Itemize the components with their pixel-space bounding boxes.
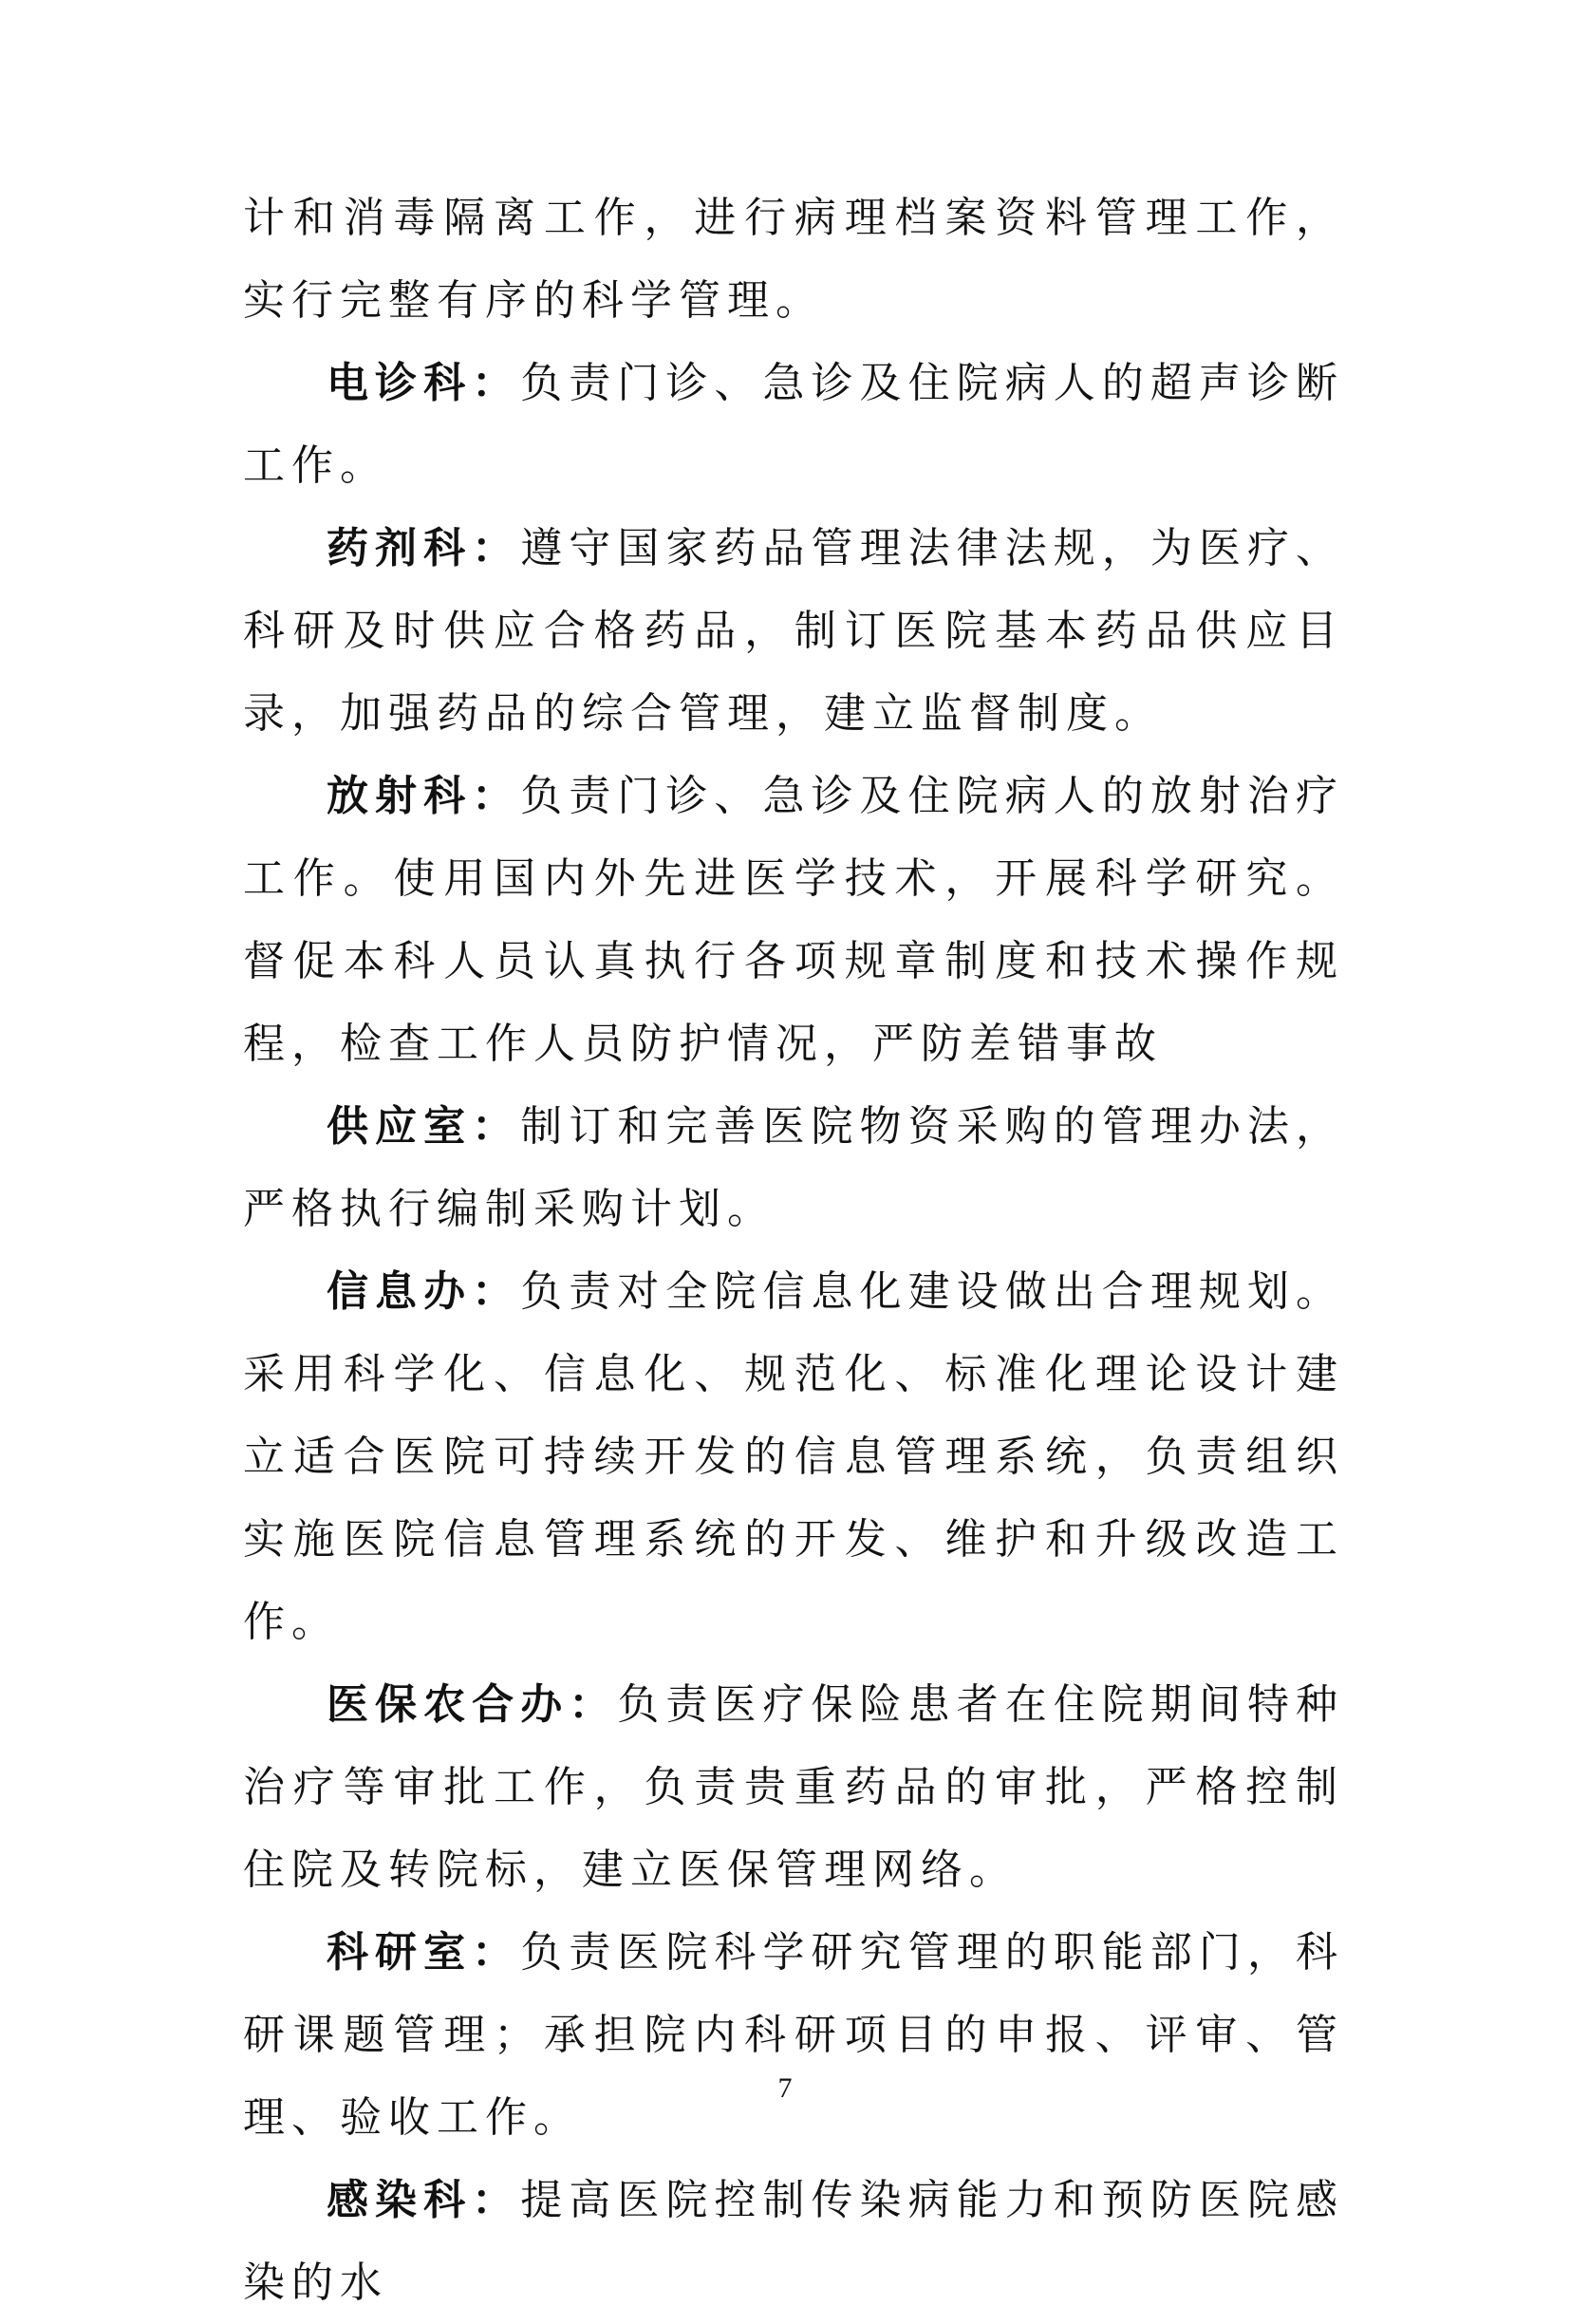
section-pharmacy [243, 507, 1344, 755]
page-number: 7 [777, 2072, 793, 2104]
section-text: 负责门诊、急诊及住院病人的超声诊断工作。 [243, 359, 1345, 490]
section-title: 医保农合办： [327, 1680, 618, 1729]
section-text: 遵守国家药品管理法律法规，为医疗、科研及时供应合格药品，制订医院基本药品供应目录，加强药品的综合管理，建立监督制度。 [243, 524, 1345, 738]
section-text: 负责对全院信息化建设做出合理规划。采用科学化、信息化、规范化、标准化理论设计建立适合医院可持续开发的信息管理系统，负责组织实施医院信息管理系统的开发、维护和升级改造工作。 [243, 1267, 1345, 1646]
section-text: 负责医疗保险患者在住院期间特种治疗等审批工作，负责贵重药品的审批，严格控制住院及转院标，建立医保管理网络。 [243, 1680, 1345, 1894]
section-text: 制订和完善医院物资采购的管理办法，严格执行编制采购计划。 [243, 1102, 1345, 1233]
section-title: 放射科： [327, 772, 521, 820]
section-research-office [243, 1911, 1344, 2159]
section-infection-department [243, 2159, 1344, 2324]
section-ultrasound [243, 342, 1344, 507]
section-title: 电诊科： [327, 359, 521, 407]
section-text: 负责医院科学研究管理的职能部门，科研课题管理；承担院内科研项目的申报、评审、管理、验收工作。 [243, 1928, 1345, 2142]
document-body [243, 177, 1344, 2324]
section-information-office [243, 1250, 1344, 1663]
section-text: 负责门诊、急诊及住院病人的放射治疗工作。使用国内外先进医学技术，开展科学研究。督促本科人员认真执行各项规章制度和技术操作规程，检查工作人员防护情况，严防差错事故 [243, 772, 1345, 1068]
section-radiology [243, 755, 1344, 1085]
section-title: 感染科： [327, 2176, 521, 2224]
continuation-paragraph: 计和消毒隔离工作，进行病理档案资料管理工作，实行完整有序的科学管理。 [243, 194, 1344, 325]
section-title: 信息办： [327, 1267, 521, 1316]
section-supply-room [243, 1085, 1344, 1250]
section-title: 药剂科： [327, 524, 521, 572]
section-title: 供应室： [327, 1102, 521, 1151]
section-medical-insurance-office [243, 1663, 1344, 1911]
section-text: 提高医院控制传染病能力和预防医院感染的水 [243, 2176, 1345, 2307]
section-title: 科研室： [327, 1928, 521, 1977]
